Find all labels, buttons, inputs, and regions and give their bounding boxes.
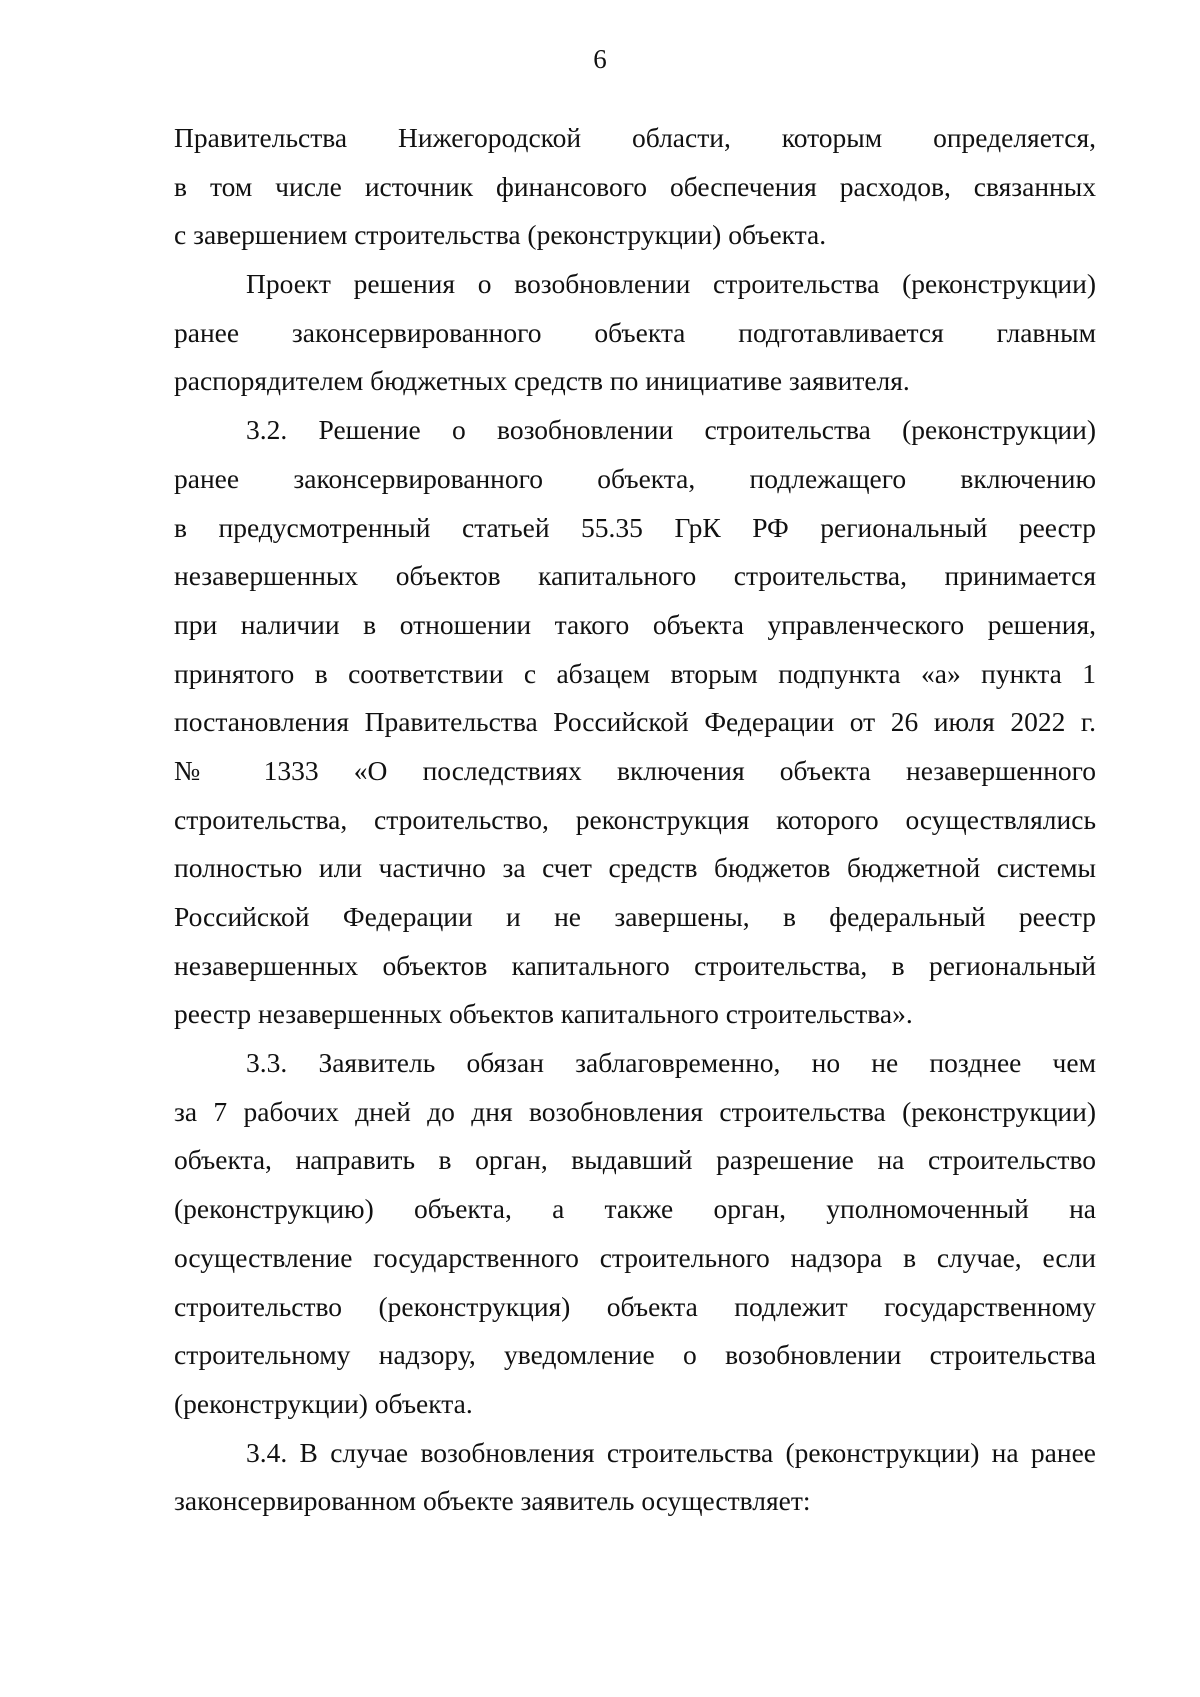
text-line: осуществление государственного строительного надзора в случае, если <box>174 1241 1096 1273</box>
paragraph <box>174 1429 1096 1526</box>
text-line: в том числе источник финансового обеспечения расходов, связанных <box>174 170 1096 202</box>
text-line: Российской Федерации и не завершены, в федеральный реестр <box>174 901 1096 932</box>
text-line: строительному надзору, уведомление о возобновлении строительства <box>174 1339 1096 1371</box>
text-line: строительства, строительство, реконструкция которого осуществлялись <box>174 803 1096 835</box>
text-line: при наличии в отношении такого объекта управленческого решения, <box>174 608 1096 640</box>
text-line: строительство (реконструкция) объекта подлежит государственному <box>174 1290 1096 1322</box>
paragraph <box>174 1039 1096 1429</box>
text-line: полностью или частично за счет средств бюджетов бюджетной системы <box>174 852 1096 884</box>
text-line: принятого в соответствии с абзацем вторым подпункта «а» пункта 1 <box>174 657 1096 689</box>
text-line: 3.2. Решение о возобновлении строительства (реконструкции) <box>246 414 1096 446</box>
page-number: 6 <box>593 44 607 74</box>
paragraph <box>174 406 1096 1039</box>
text-line: незавершенных объектов капитального строительства, принимается <box>174 560 1096 592</box>
text-line: с завершением строительства (реконструкции) объекта. <box>174 219 827 251</box>
text-line: 3.4. В случае возобновления строительства (реконструкции) на ранее <box>246 1436 1096 1468</box>
text-line: незавершенных объектов капитального строительства, в региональный <box>174 949 1096 981</box>
text-line: Правительства Нижегородской области, которым определяется, <box>174 122 1096 153</box>
paragraph <box>174 114 1096 260</box>
document-body <box>174 114 1096 1526</box>
text-line: объекта, направить в орган, выдавший разрешение на строительство <box>174 1144 1096 1176</box>
text-line: распорядителем бюджетных средств по инициативе заявителя. <box>174 365 910 397</box>
text-line: № 1333 «О последствиях включения объекта незавершенного <box>174 754 1096 786</box>
text-line: (реконструкцию) объекта, а также орган, уполномоченный на <box>174 1193 1096 1225</box>
text-line: в предусмотренный статьей 55.35 ГрК РФ региональный реестр <box>174 511 1096 543</box>
text-line: ранее законсервированного объекта подготавливается главным <box>174 316 1096 348</box>
text-line: (реконструкции) объекта. <box>174 1387 473 1419</box>
text-line: реестр незавершенных объектов капитального строительства». <box>174 998 913 1030</box>
text-line: ранее законсервированного объекта, подлежащего включению <box>174 462 1096 494</box>
text-line: законсервированном объекте заявитель осуществляет: <box>174 1485 811 1517</box>
text-line: за 7 рабочих дней до дня возобновления строительства (реконструкции) <box>174 1095 1096 1127</box>
paragraph <box>174 260 1096 406</box>
text-line: Проект решения о возобновлении строительства (реконструкции) <box>246 268 1096 300</box>
text-line: постановления Правительства Российской Федерации от 26 июля 2022 г. <box>174 706 1096 738</box>
text-line: 3.3. Заявитель обязан заблаговременно, но не позднее чем <box>246 1047 1096 1079</box>
